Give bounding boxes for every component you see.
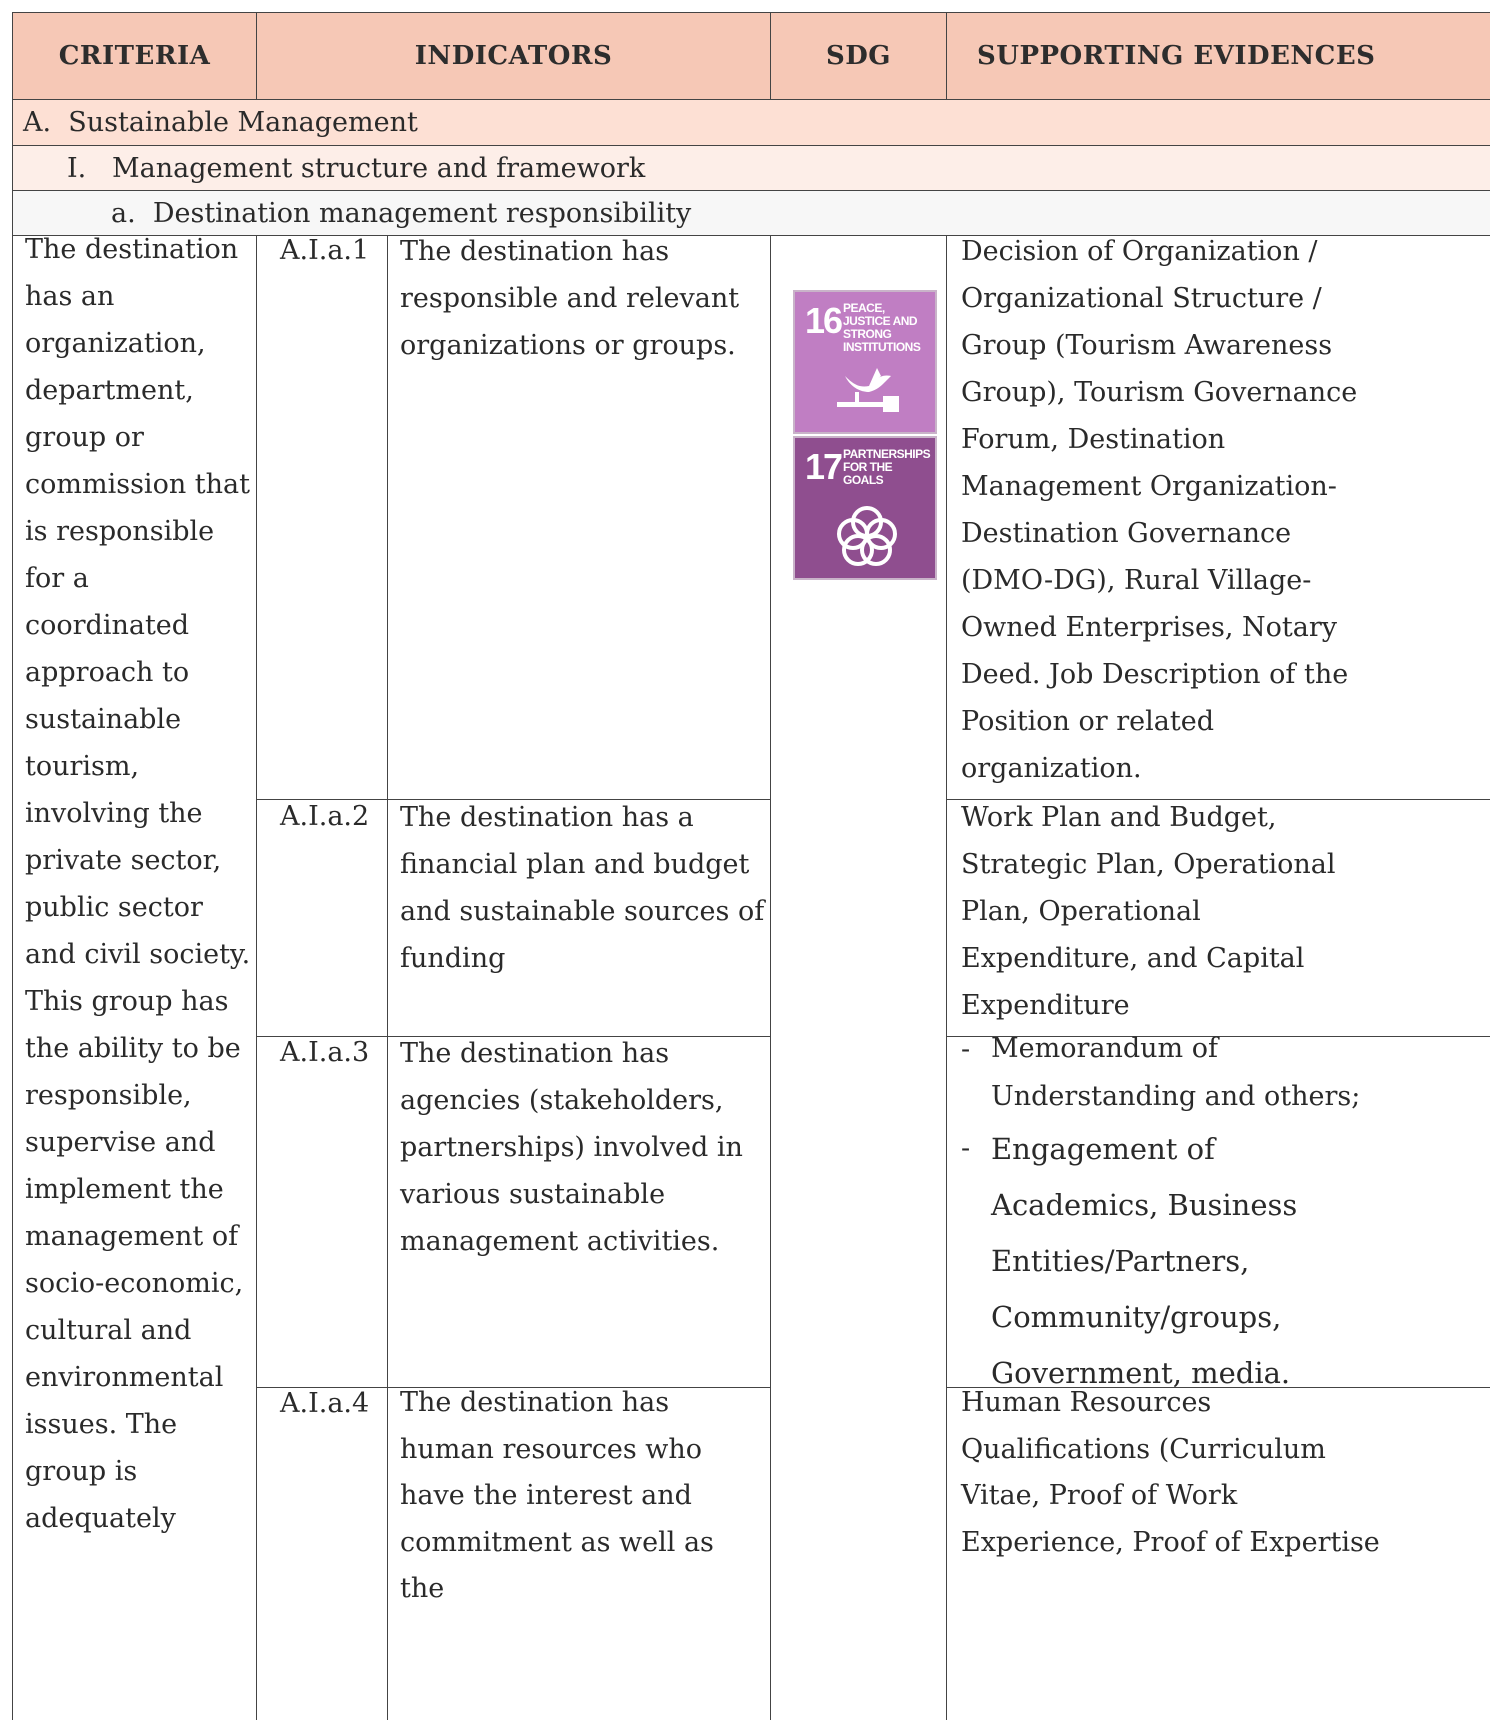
indicator-code: A.I.a.1 xyxy=(280,235,370,266)
text-line: responsible and relevant xyxy=(400,283,740,314)
text-line: commitment as well as the xyxy=(400,1526,714,1604)
text-line: Deed. Job Description of the xyxy=(961,659,1349,690)
criteria-line: is responsible xyxy=(25,516,215,547)
header-evidence: SUPPORTING EVIDENCES xyxy=(947,13,1490,99)
text-line: management activities. xyxy=(400,1226,720,1257)
criteria-line: adequately xyxy=(25,1503,176,1534)
grid-line xyxy=(770,236,771,1720)
text-line: human resources who xyxy=(400,1433,703,1465)
evidence-bullet xyxy=(961,1121,1486,1401)
criteria-line: environmental xyxy=(25,1362,224,1393)
text-line: Decision of Organization / xyxy=(961,236,1318,267)
text-line: Forum, Destination xyxy=(961,424,1226,455)
text-line: Position or related xyxy=(961,706,1215,737)
criteria-line: the ability to be xyxy=(25,1033,241,1064)
text-line: Government, media. xyxy=(991,1356,1291,1390)
text-line: Understanding and others; xyxy=(991,1081,1361,1112)
section-sub-label: a. Destination management responsibility xyxy=(111,197,692,229)
text-line: Human Resources xyxy=(961,1387,1212,1418)
text-line: Expenditure, and Capital xyxy=(961,943,1305,974)
criteria-line: tourism, xyxy=(25,751,140,782)
indicator-code: A.I.a.3 xyxy=(280,1037,370,1068)
criteria-line: private sector, xyxy=(25,845,222,876)
bullet-dash: - xyxy=(961,1133,971,1164)
criteria-line: supervise and xyxy=(25,1127,216,1158)
text-line: Expenditure xyxy=(961,990,1130,1021)
text-line: have the interest and xyxy=(400,1480,692,1511)
text-line: organization. xyxy=(961,753,1142,784)
text-line: Organizational Structure / xyxy=(961,283,1322,314)
criteria-line: responsible, xyxy=(25,1080,192,1111)
indicator-code: A.I.a.4 xyxy=(280,1388,370,1419)
bullet-body xyxy=(991,1121,1486,1401)
criteria-line: cultural and xyxy=(25,1315,192,1346)
text-line: Management Organization- xyxy=(961,471,1337,502)
text-line: agencies (stakeholders, xyxy=(400,1085,724,1116)
criteria-line: public sector xyxy=(25,892,203,923)
indicator-text xyxy=(400,228,765,369)
criteria-line: sustainable xyxy=(25,704,182,735)
criteria-line: and civil society. xyxy=(25,939,251,970)
evidence-bullet xyxy=(961,1025,1486,1121)
rings-icon xyxy=(825,500,909,576)
criteria-line: management of xyxy=(25,1221,239,1252)
text-line: Group), Tourism Governance xyxy=(961,377,1358,408)
text-line: and sustainable sources of xyxy=(400,896,765,927)
sdg-17-label: PARTNERSHIPS FOR THE GOALS xyxy=(843,447,931,487)
text-line: (DMO-DG), Rural Village- xyxy=(961,565,1312,596)
text-line: financial plan and budget xyxy=(400,849,750,880)
text-line: Academics, Business xyxy=(991,1188,1298,1222)
criteria-line: The destination xyxy=(25,234,239,265)
criteria-line: implement the xyxy=(25,1174,224,1205)
criteria-line: coordinated xyxy=(25,610,190,641)
text-line: The destination has xyxy=(400,236,670,267)
header-criteria: CRITERIA xyxy=(13,13,257,99)
text-line: Entities/Partners, xyxy=(991,1244,1250,1278)
header-sdg: SDG xyxy=(771,13,947,99)
text-line: Work Plan and Budget, xyxy=(961,802,1277,833)
evidence-text xyxy=(961,794,1486,1029)
criteria-line: for a xyxy=(25,563,89,594)
grid-line xyxy=(387,236,388,1720)
dove-gavel-icon xyxy=(825,354,909,430)
criteria-line: department, xyxy=(25,375,194,406)
text-line: Group (Tourism Awareness xyxy=(961,330,1333,361)
evidence-text xyxy=(961,228,1486,792)
text-line: Memorandum of xyxy=(991,1033,1218,1064)
sdg-16-number: 16 xyxy=(805,300,842,341)
criteria-line: approach to xyxy=(25,657,190,688)
text-line: funding xyxy=(400,943,506,974)
criteria-line: group is xyxy=(25,1456,138,1487)
indicator-text xyxy=(400,794,765,982)
table-header xyxy=(12,12,1490,100)
criteria-line: involving the xyxy=(25,798,203,829)
evidence-text xyxy=(961,1380,1486,1566)
text-line: Strategic Plan, Operational xyxy=(961,849,1336,880)
criteria-line: has an xyxy=(25,281,115,312)
text-line: partnerships) involved in xyxy=(400,1132,743,1163)
text-line: Owned Enterprises, Notary xyxy=(961,612,1337,643)
text-line: Destination Governance xyxy=(961,518,1292,549)
grid-line xyxy=(256,236,257,1720)
section-i-row xyxy=(12,146,1490,191)
criteria-line: group or xyxy=(25,422,144,453)
criteria-line: socio-economic, xyxy=(25,1268,244,1299)
text-line: Experience, Proof of Expertise xyxy=(961,1526,1380,1558)
text-line: Plan, Operational xyxy=(961,896,1201,927)
text-line: The destination has a xyxy=(400,802,694,833)
bullet-body xyxy=(991,1025,1486,1121)
criteria-line: commission that xyxy=(25,469,250,500)
section-a-label: A. Sustainable Management xyxy=(23,107,418,138)
text-line: various sustainable xyxy=(400,1179,666,1210)
bullet-dash: - xyxy=(961,1034,971,1065)
text-line: Engagement of xyxy=(991,1132,1215,1166)
sdg-17-tile xyxy=(793,436,937,580)
criteria-line: organization, xyxy=(25,328,206,359)
section-i-label: I. Management structure and framework xyxy=(67,152,646,184)
grid-line xyxy=(12,236,13,1720)
indicator-code: A.I.a.2 xyxy=(280,801,370,832)
criteria-line: This group has xyxy=(25,986,229,1017)
sdg-17-number: 17 xyxy=(805,446,842,487)
text-line: Qualifications (Curriculum xyxy=(961,1433,1326,1465)
sdg-16-label: PEACE, JUSTICE AND STRONG INSTITUTIONS xyxy=(843,301,921,354)
evidence-bullet-list xyxy=(961,1025,1486,1401)
criteria-line: issues. The xyxy=(25,1409,178,1440)
text-line: Vitae, Proof of Work xyxy=(961,1480,1238,1511)
sdg-16-tile xyxy=(793,290,937,434)
indicator-text xyxy=(400,1380,765,1613)
text-line: Community/groups, xyxy=(991,1300,1282,1334)
indicator-text xyxy=(400,1030,765,1265)
section-a-row xyxy=(12,100,1490,146)
text-line: The destination has xyxy=(400,1038,670,1069)
text-line: organizations or groups. xyxy=(400,330,736,361)
header-indicators: INDICATORS xyxy=(257,13,771,99)
text-line: The destination has xyxy=(400,1387,670,1418)
criteria-text xyxy=(25,226,255,1542)
grid-line xyxy=(946,236,947,1720)
